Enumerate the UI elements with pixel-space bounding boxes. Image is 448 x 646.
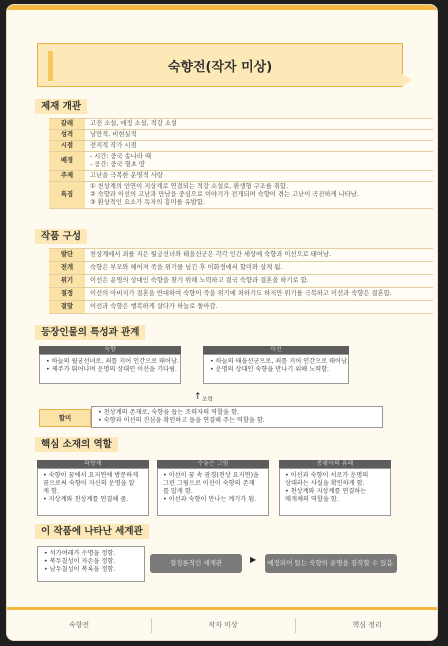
structure-row [49, 249, 433, 262]
material-box [157, 468, 269, 516]
top-accent [7, 5, 437, 10]
structure-summary: 천상계에서 죄를 지은 월궁선녀와 태을선군은 각각 인간 세상에 숙향과 이선으로 태어남. [85, 249, 433, 262]
worldview-box [37, 546, 145, 582]
material-line: 게 함. [43, 488, 59, 495]
overview-value [85, 182, 433, 209]
overview-key: 주제 [49, 171, 85, 182]
overview-key: 특징 [49, 182, 85, 209]
ally-line: • 천상계의 존재로, 숙향을 돕는 조력자의 역할을 함. [98, 409, 239, 416]
character-left-line: • 하늘의 월궁선녀로, 죄를 지어 인간으로 태어남. [46, 358, 179, 365]
overview-value-line: 고전 소설, 애정 소설, 적강 소설 [90, 120, 178, 127]
overview-value [85, 130, 433, 141]
overview-value [85, 152, 433, 171]
overview-key: 배경 [49, 152, 85, 171]
character-left-box [39, 354, 181, 384]
overview-value [85, 119, 433, 130]
structure-summary: 이선은 운명의 상대인 숙향을 찾기 위해 노력하고 결국 숙향과 결혼을 하기로 함. [85, 275, 433, 288]
overview-row [49, 141, 433, 152]
arrow-right-icon: ▶ [250, 555, 257, 564]
structure-row [49, 288, 433, 301]
section-overview-heading: 제재 개관 [35, 99, 87, 114]
material-box [37, 468, 149, 516]
footer [7, 610, 437, 640]
material-line: • 숙향이 꿈에서 요지연에 방문하게 [43, 472, 139, 479]
section-characters-heading: 등장인물의 특성과 관계 [35, 325, 145, 340]
structure-summary: 이선의 아버지가 결혼을 반대하여 숙향이 죽을 위기에 처하기도 하지만 위기를 극복하고 이선과 숙향은 결혼함. [85, 288, 433, 301]
structure-stage: 발단 [49, 249, 85, 262]
structure-row [49, 262, 433, 275]
material-line: 를 알게 함. [163, 488, 193, 495]
overview-value [85, 171, 433, 182]
section-worldview-heading: 이 작품에 나타난 세계관 [35, 524, 149, 539]
character-right-box [203, 354, 349, 384]
character-left-line: • 제주가 뛰어나며 운명의 상대인 이선을 기다림. [46, 366, 177, 373]
worldview-line: • 북두칠성이 자손을 정함. [44, 558, 116, 565]
overview-value [85, 141, 433, 152]
material-line: • 이선과 숙향이 서로가 운명의 [285, 472, 369, 479]
character-right-line: • 운명의 상대인 숙향을 만나기 위해 노력함. [210, 366, 330, 373]
material-line: 그린 그림으로 이선이 숙향의 존재 [163, 480, 255, 487]
character-right-line: • 하늘의 태을선군으로, 죄를 지어 인간으로 태어남. [210, 358, 349, 365]
overview-row [49, 171, 433, 182]
overview-value-line: - 시간: 중국 송나라 때 [90, 153, 152, 160]
material-box [279, 468, 391, 516]
structure-summary: 이선과 숙향은 행복하게 살다가 하늘로 돌아감. [85, 301, 433, 314]
material-name: 수놓은 그림 [157, 460, 269, 468]
overview-value-line: ② 숙향과 이선의 고난과 만남을 중심으로 이야기가 전개되며 숙향이 겪는 고난이 곡진하게 나타남. [90, 191, 359, 198]
arrow-up-icon: ↑ [194, 392, 202, 402]
worldview-result: 예정되어 있는 숙향의 운명을 짐작할 수 있음. [265, 554, 397, 573]
material-line: 상대라는 사실을 확인하게 함. [285, 480, 365, 487]
overview-row [49, 152, 433, 171]
material-line: • 천상계와 지상계를 연결하는 [285, 488, 367, 495]
overview-value-line: 전지적 작가 시점 [90, 142, 137, 149]
material-line: 매개체의 역할을 함. [285, 496, 339, 503]
title-box [37, 43, 403, 87]
structure-stage: 위기 [49, 275, 85, 288]
title-ribbon-corner [402, 74, 412, 86]
worldview-type: 결정론적인 세계관 [150, 554, 242, 573]
ally-name: 할미 [39, 409, 91, 427]
overview-row [49, 130, 433, 141]
worldview-line: • 석가여래가 수명을 정함. [44, 550, 116, 557]
page-title: 숙향전(작자 미상) [167, 60, 273, 75]
material-line: • 이선이 꿈 속 광경(천상 요지연)을 [163, 472, 260, 479]
material-line: 꿈으로써 숙향이 자신의 운명을 알 [43, 480, 135, 487]
overview-key: 갈래 [49, 119, 85, 130]
structure-summary: 숙향은 부모와 헤어져 죽을 위기를 넘긴 후 이화정에서 할미와 살게 됨. [85, 262, 433, 275]
overview-table [49, 118, 433, 209]
footer-item: 작자 미상 [208, 621, 238, 629]
material-name: 봉황이의 유래 [279, 460, 391, 468]
overview-row [49, 182, 433, 209]
structure-stage: 결말 [49, 301, 85, 314]
overview-value-line: ③ 환상적인 요소가 독자의 흥미를 유발함. [90, 199, 205, 206]
footer-item: 핵심 정리 [352, 621, 382, 629]
overview-value-line: ① 천상계의 인연이 지상계로 연결되는 적강 소설로, 환생형 구조를 취함. [90, 183, 288, 190]
ally-line: • 숙향과 이선의 진심을 확인하고 둘을 연결해 주는 역할을 함. [98, 417, 265, 424]
structure-row [49, 275, 433, 288]
overview-value-line: - 공간: 중국 형초 땅 [90, 161, 145, 168]
structure-stage: 전개 [49, 262, 85, 275]
section-structure-heading: 작품 구성 [35, 229, 87, 244]
character-right-name: 이선 [203, 346, 349, 354]
material-name: 파랑새 [37, 460, 149, 468]
character-left-name: 숙향 [39, 346, 181, 354]
overview-row [49, 119, 433, 130]
overview-key: 시점 [49, 141, 85, 152]
worldview-line: • 남두칠성이 복록을 정함. [44, 566, 116, 573]
structure-row [49, 301, 433, 314]
structure-table [49, 248, 433, 314]
page [6, 4, 438, 641]
ally-box [91, 406, 383, 428]
material-line: • 이선과 숙향이 만나는 계기가 됨. [163, 496, 257, 503]
overview-value-line: 고난을 극복한 운명적 사랑 [90, 172, 163, 179]
structure-stage: 절정 [49, 288, 85, 301]
overview-value-line: 낭만적, 비현실적 [90, 131, 137, 138]
material-line: • 지상계와 천상계를 연결해 줌. [43, 496, 129, 503]
relation-label: 조력 [202, 397, 213, 403]
overview-key: 성격 [49, 130, 85, 141]
section-materials-heading: 핵심 소재의 역할 [35, 437, 118, 452]
footer-item: 숙향전 [68, 621, 90, 629]
